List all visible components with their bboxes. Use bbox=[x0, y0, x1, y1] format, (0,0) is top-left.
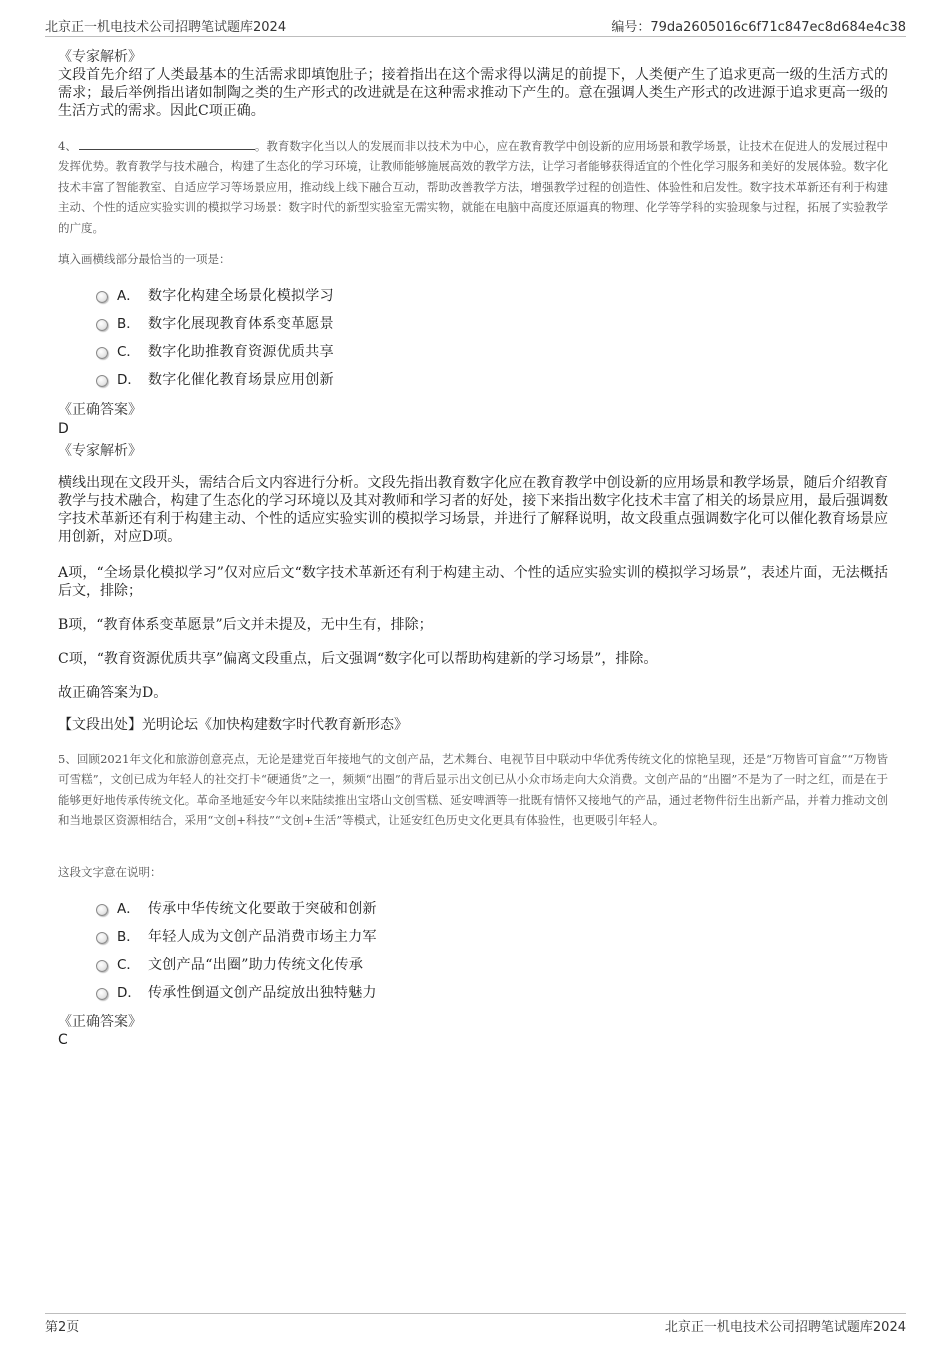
q4-answer-label: 《正确答案》 bbox=[58, 402, 142, 418]
q3-expert-label: 《专家解析》 bbox=[58, 49, 142, 65]
q4-number: 4、 bbox=[58, 139, 77, 153]
footer-title: 北京正一机电技术公司招聘笔试题库2024 bbox=[664, 1320, 906, 1335]
option-text: 数字化构建全场景化模拟学习 bbox=[148, 288, 334, 304]
q4-analysis-c: C项，“教育资源优质共享”偏离文段重点，后文强调“数字化可以帮助构建新的学习场景”，排除。 bbox=[58, 651, 658, 667]
q4-expert-label: 《专家解析》 bbox=[58, 443, 142, 459]
radio-icon[interactable] bbox=[96, 904, 108, 916]
q4-analysis-a: A项，“全场景化模拟学习”仅对应后文“数字技术革新还有利于构建主动、个性的适应实验实训的模拟学习场景”，表述片面，无法概括后文，排除； bbox=[58, 565, 888, 599]
radio-icon[interactable] bbox=[96, 347, 108, 359]
radio-icon[interactable] bbox=[96, 960, 108, 972]
option-text: 数字化展现教育体系变革愿景 bbox=[148, 316, 334, 332]
q5-answer: C bbox=[58, 1032, 68, 1048]
option-text: 数字化催化教育场景应用创新 bbox=[148, 372, 334, 388]
header-doc-id: 编号：79da2605016c6f71c847ec8d684e4c38 bbox=[611, 20, 906, 35]
header-title: 北京正一机电技术公司招聘笔试题库2024 bbox=[45, 20, 287, 35]
option-key: D． bbox=[117, 372, 141, 388]
q4-stem bbox=[58, 136, 888, 238]
q4-analysis-main: 横线出现在文段开头，需结合后文内容进行分析。文段先指出教育数字化应在教育教学中创设新的应用场景和教学场景，随后介绍教育教学与技术融合，构建了生态化的学习环境以及其对教师和学习者的好处，接下来指出数字化技术丰富了相关的场景应用，最后强调数字技术革新还有利于构建主动、个性的适应实验实训的模拟学习场景，并进行了解释说明，故文段重点强调数字化可以催化教育场景应用创新，对应D项。 bbox=[58, 475, 888, 545]
radio-icon[interactable] bbox=[96, 291, 108, 303]
page-footer bbox=[45, 1313, 906, 1338]
q4-source: 【文段出处】光明论坛《加快构建数字时代教育新形态》 bbox=[58, 717, 408, 733]
q4-prompt: 填入画横线部分最恰当的一项是： bbox=[58, 252, 231, 266]
radio-icon[interactable] bbox=[96, 932, 108, 944]
option-key: B． bbox=[117, 929, 140, 945]
q4-analysis-conclusion: 故正确答案为D。 bbox=[58, 685, 168, 701]
option-key: A． bbox=[117, 288, 140, 304]
option-key: A． bbox=[117, 901, 140, 917]
option-text: 年轻人成为文创产品消费市场主力军 bbox=[148, 929, 377, 945]
page-header bbox=[45, 14, 906, 37]
q3-analysis: 文段首先介绍了人类最基本的生活需求即填饱肚子；接着指出在这个需求得以满足的前提下，人类便产生了追求更高一级的生活方式的需求；最后举例指出诸如制陶之类的生产形式的改进就是在这种需求推动下产生的。意在强调人类生产形式的改进源于追求更高一级的生活方式的需求。因此C项正确。 bbox=[58, 67, 888, 119]
q4-blank-line bbox=[79, 137, 255, 150]
option-text: 传承性倒逼文创产品绽放出独特魅力 bbox=[148, 985, 377, 1001]
radio-icon[interactable] bbox=[96, 988, 108, 1000]
option-text: 传承中华传统文化要敢于突破和创新 bbox=[148, 901, 377, 917]
option-text: 文创产品“出圈”助力传统文化传承 bbox=[148, 957, 364, 973]
q5-prompt: 这段文字意在说明： bbox=[58, 865, 162, 879]
q5-answer-label: 《正确答案》 bbox=[58, 1014, 142, 1030]
option-key: C． bbox=[117, 957, 140, 973]
q5-stem: 5、回顾2021年文化和旅游创意亮点，无论是建党百年接地气的文创产品，艺术舞台、电视节目中联动中华优秀传统文化的惊艳呈现，还是“万物皆可盲盒”“万物皆可雪糕”，文创已成为年轻人的社交打卡“硬通货”之一，频频“出圈”的背后显示出文创已从小众市场走向大众消费。文创产品的“出圈”不是为了一时之红，而是在于能够更好地传承传统文化。革命圣地延安今年以来陆续推出宝塔山文创雪糕、延安啤酒等一批既有情怀又接地气的产品，通过老物件衍生出新产品，并着力推动文创和当地景区资源相结合，采用“文创+科技”“文创+生活”等模式，让延安红色历史文化更具有体验性，也更吸引年轻人。 bbox=[58, 752, 888, 828]
option-text: 数字化助推教育资源优质共享 bbox=[148, 344, 334, 360]
option-key: D． bbox=[117, 985, 141, 1001]
option-key: C． bbox=[117, 344, 140, 360]
q4-stem-text: 。教育数字化当以人的发展而非以技术为中心，应在教育教学中创设新的应用场景和教学场景，让技术在促进人的发展过程中发挥优势。教育教学与技术融合，构建了生态化的学习环境，让教师能够施展高效的教学方法，让学习者能够获得适宜的个性化学习服务和美好的发展体验。数字化技术丰富了智能教室、自适应学习等场景应用，推动线上线下融合互动，帮助改善教学方法，增强教学过程的创造性、体验性和启发性。数字技术革新还有利于构建主动、个性的适应实验实训的模拟学习场景：数字时代的新型实验室无需实物，就能在电脑中高度还原逼真的物理、化学等学科的实验现象与过程，拓展了实验教学的广度。 bbox=[58, 139, 888, 235]
radio-icon[interactable] bbox=[96, 319, 108, 331]
page-number: 第2页 bbox=[45, 1320, 80, 1335]
q4-analysis-b: B项，“教育体系变革愿景”后文并未提及，无中生有，排除； bbox=[58, 617, 433, 633]
radio-icon[interactable] bbox=[96, 375, 108, 387]
q4-answer: D bbox=[58, 421, 69, 437]
option-key: B． bbox=[117, 316, 140, 332]
